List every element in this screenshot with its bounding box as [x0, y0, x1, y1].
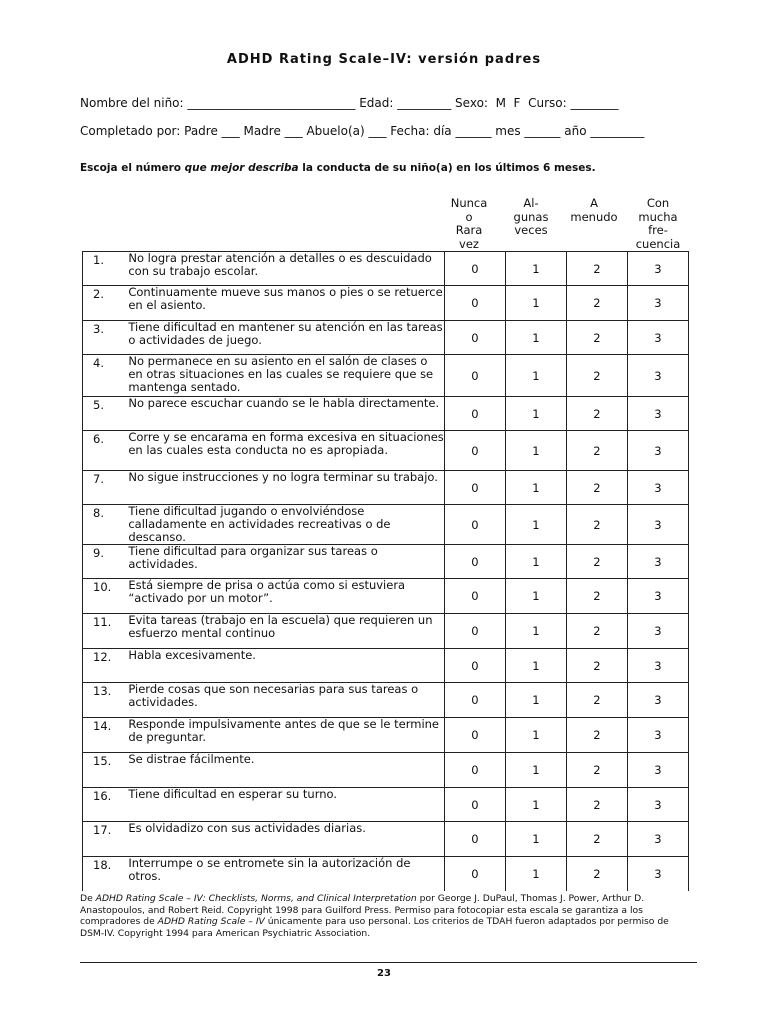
score-option-2[interactable]: 2: [566, 614, 627, 649]
item-number: 1.: [83, 252, 129, 286]
column-header-1: [502, 197, 560, 238]
copyright-footnote: [80, 893, 692, 939]
column-header-line: cuencia: [635, 236, 681, 251]
column-header-line: o: [465, 209, 473, 224]
page-title: ADHD Rating Scale–IV: versión padres: [226, 52, 542, 67]
score-option-1[interactable]: 1: [505, 397, 566, 431]
column-header-line: veces: [514, 223, 548, 237]
column-header-line: Al-: [523, 196, 539, 210]
item-number: 14.: [83, 718, 129, 753]
item-number: 15.: [83, 753, 129, 788]
score-option-1[interactable]: 1: [505, 286, 566, 321]
item-number: 17.: [83, 822, 129, 857]
score-option-3[interactable]: 3: [627, 431, 688, 471]
score-option-0[interactable]: 0: [444, 321, 505, 355]
table-row: [83, 788, 689, 822]
score-option-2[interactable]: 2: [566, 286, 627, 321]
score-option-0[interactable]: 0: [444, 431, 505, 471]
score-option-3[interactable]: 3: [627, 683, 688, 718]
item-text: Tiene dificultad en esperar su turno.: [128, 788, 444, 822]
score-option-1[interactable]: 1: [505, 788, 566, 822]
score-option-1[interactable]: 1: [505, 718, 566, 753]
column-header-line: fre-: [648, 223, 668, 237]
item-number: 5.: [83, 397, 129, 431]
score-option-0[interactable]: 0: [444, 822, 505, 857]
score-option-2[interactable]: 2: [566, 321, 627, 355]
item-number: 3.: [83, 321, 129, 355]
score-option-3[interactable]: 3: [627, 753, 688, 788]
table-row: [83, 857, 689, 891]
score-option-0[interactable]: 0: [444, 649, 505, 683]
score-option-0[interactable]: 0: [444, 753, 505, 788]
score-option-0[interactable]: 0: [444, 614, 505, 649]
score-option-2[interactable]: 2: [566, 505, 627, 545]
score-option-3[interactable]: 3: [627, 614, 688, 649]
column-header-line: gunas: [513, 209, 549, 224]
score-option-1[interactable]: 1: [505, 431, 566, 471]
score-option-1[interactable]: 1: [505, 683, 566, 718]
item-number: 16.: [83, 788, 129, 822]
completed-by-line: Completado por: Padre ___ Madre ___ Abuelo(a) ___ Fecha: día ______ mes ______ año _________: [80, 124, 645, 138]
score-option-3[interactable]: 3: [627, 471, 688, 505]
table-row: [83, 683, 689, 718]
score-option-3[interactable]: 3: [627, 579, 688, 614]
score-option-0[interactable]: 0: [444, 397, 505, 431]
column-header-line: vez: [459, 236, 479, 251]
score-option-0[interactable]: 0: [444, 857, 505, 891]
item-number: 4.: [83, 355, 129, 397]
table-row: [83, 431, 689, 471]
score-option-0[interactable]: 0: [444, 545, 505, 579]
score-option-3[interactable]: 3: [627, 718, 688, 753]
item-text: Tiene dificultad para organizar sus tareas o actividades.: [128, 545, 444, 579]
score-option-0[interactable]: 0: [444, 471, 505, 505]
item-text: No sigue instrucciones y no logra terminar su trabajo.: [128, 471, 444, 505]
table-row: [83, 252, 689, 286]
item-number: 18.: [83, 857, 129, 891]
score-option-2[interactable]: 2: [566, 252, 627, 286]
table-row: [83, 579, 689, 614]
table-row: [83, 321, 689, 355]
score-option-3[interactable]: 3: [627, 649, 688, 683]
item-number: 6.: [83, 431, 129, 471]
item-text: Es olvidadizo con sus actividades diarias.: [128, 822, 444, 857]
score-option-3[interactable]: 3: [627, 286, 688, 321]
score-option-2[interactable]: 2: [566, 431, 627, 471]
footnote-text-1: De: [80, 893, 96, 904]
score-option-0[interactable]: 0: [444, 286, 505, 321]
item-text: Tiene dificultad en mantener su atención en las tareas o actividades de juego.: [128, 321, 444, 355]
score-option-2[interactable]: 2: [566, 788, 627, 822]
score-option-3[interactable]: 3: [627, 822, 688, 857]
column-header-2: [565, 197, 623, 224]
item-text: Responde impulsivamente antes de que se le termine de preguntar.: [128, 718, 444, 753]
score-option-3[interactable]: 3: [627, 505, 688, 545]
column-header-3: [627, 197, 689, 251]
table-row: [83, 355, 689, 397]
score-option-2[interactable]: 2: [566, 718, 627, 753]
score-option-3[interactable]: 3: [627, 545, 688, 579]
score-option-1[interactable]: 1: [505, 355, 566, 397]
footnote-book-title-2: ADHD Rating Scale – IV: [157, 916, 265, 927]
item-number: 12.: [83, 649, 129, 683]
item-text: Se distrae fácilmente.: [128, 753, 444, 788]
table-row: [83, 753, 689, 788]
score-option-2[interactable]: 2: [566, 822, 627, 857]
score-option-2[interactable]: 2: [566, 579, 627, 614]
instructions-emphasis: que mejor describa: [184, 162, 299, 174]
score-option-0[interactable]: 0: [444, 683, 505, 718]
column-header-line: Rara: [455, 223, 483, 237]
score-option-2[interactable]: 2: [566, 753, 627, 788]
score-option-2[interactable]: 2: [566, 545, 627, 579]
item-text: Corre y se encarama en forma excesiva en situaciones en las cuales esta conducta no es apropiada.: [128, 431, 444, 471]
column-header-line: Con: [646, 196, 670, 210]
score-option-0[interactable]: 0: [444, 505, 505, 545]
footnote-text-3: únicamente para uso personal. Los criterios de TDAH fueron adaptados por permiso de DSM-IV. Copyright 1994 para American Psychiatric Association.: [80, 916, 669, 939]
table-row: [83, 286, 689, 321]
column-header-line: A: [590, 196, 598, 210]
score-option-1[interactable]: 1: [505, 857, 566, 891]
score-option-3[interactable]: 3: [627, 321, 688, 355]
item-text: No parece escuchar cuando se le habla directamente.: [128, 397, 444, 431]
score-option-3[interactable]: 3: [627, 252, 688, 286]
score-option-1[interactable]: 1: [505, 649, 566, 683]
table-row: [83, 822, 689, 857]
score-option-1[interactable]: 1: [505, 822, 566, 857]
score-option-3[interactable]: 3: [627, 788, 688, 822]
item-text: No permanece en su asiento en el salón de clases o en otras situaciones en las cuales se requiere que se mantenga sentado.: [128, 355, 444, 397]
item-number: 7.: [83, 471, 129, 505]
column-header-0: [440, 197, 498, 251]
score-option-1[interactable]: 1: [505, 471, 566, 505]
score-option-0[interactable]: 0: [444, 788, 505, 822]
table-row: [83, 649, 689, 683]
score-option-3[interactable]: 3: [627, 355, 688, 397]
score-option-2[interactable]: 2: [566, 397, 627, 431]
score-option-0[interactable]: 0: [444, 252, 505, 286]
score-option-3[interactable]: 3: [627, 857, 688, 891]
score-option-1[interactable]: 1: [505, 321, 566, 355]
score-option-2[interactable]: 2: [566, 683, 627, 718]
child-info-line: Nombre del niño: ____________________________ Edad: _________ Sexo: M F Curso: ________: [80, 96, 619, 110]
score-option-1[interactable]: 1: [505, 505, 566, 545]
table-row: [83, 545, 689, 579]
table-row: [83, 505, 689, 545]
item-text: Tiene dificultad jugando o envolviéndose calladamente en actividades recreativas o de descanso.: [128, 505, 444, 545]
item-number: 13.: [83, 683, 129, 718]
instructions-before: Escoja el número: [80, 162, 185, 174]
table-row: [83, 397, 689, 431]
score-option-1[interactable]: 1: [505, 579, 566, 614]
score-option-2[interactable]: 2: [566, 471, 627, 505]
instructions-after: la conducta de su niño(a) en los últimos 6 meses.: [298, 162, 596, 174]
item-text: Habla excesivamente.: [128, 649, 444, 683]
page-number: 23: [377, 968, 391, 979]
score-option-1[interactable]: 1: [505, 614, 566, 649]
item-text: Pierde cosas que son necesarias para sus tareas o actividades.: [128, 683, 444, 718]
score-option-1[interactable]: 1: [505, 252, 566, 286]
table-row: [83, 471, 689, 505]
score-option-3[interactable]: 3: [627, 397, 688, 431]
score-option-2[interactable]: 2: [566, 857, 627, 891]
column-header-line: mucha: [638, 209, 678, 224]
item-text: No logra prestar atención a detalles o es descuidado con su trabajo escolar.: [128, 252, 444, 286]
item-number: 9.: [83, 545, 129, 579]
item-number: 11.: [83, 614, 129, 649]
score-option-0[interactable]: 0: [444, 579, 505, 614]
item-number: 2.: [83, 286, 129, 321]
instructions: [80, 162, 596, 174]
item-text: Está siempre de prisa o actúa como si estuviera “activado por un motor”.: [128, 579, 444, 614]
score-option-2[interactable]: 2: [566, 649, 627, 683]
item-text: Continuamente mueve sus manos o pies o se retuerce en el asiento.: [128, 286, 444, 321]
rating-table: [82, 251, 689, 891]
footnote-text-2: por George J. DuPaul, Thomas J. Power, Arthur D. Anastopoulos, and Robert Reid. Copyright 1998 para Guilford Press. Permiso para fotocopiar esta escala se garantiza a los compradores de: [80, 893, 645, 927]
score-option-2[interactable]: 2: [566, 355, 627, 397]
score-option-1[interactable]: 1: [505, 545, 566, 579]
item-number: 8.: [83, 505, 129, 545]
score-option-1[interactable]: 1: [505, 753, 566, 788]
footnote-book-title: ADHD Rating Scale – IV: Checklists, Norms, and Clinical Interpretation: [95, 893, 417, 904]
footer-divider: [80, 962, 697, 963]
item-text: Interrumpe o se entromete sin la autorización de otros.: [128, 857, 444, 891]
column-header-line: menudo: [570, 209, 618, 224]
score-option-0[interactable]: 0: [444, 355, 505, 397]
table-row: [83, 718, 689, 753]
score-option-0[interactable]: 0: [444, 718, 505, 753]
item-number: 10.: [83, 579, 129, 614]
item-text: Evita tareas (trabajo en la escuela) que requieren un esfuerzo mental continuo: [128, 614, 444, 649]
table-row: [83, 614, 689, 649]
column-header-line: Nunca: [450, 196, 488, 210]
